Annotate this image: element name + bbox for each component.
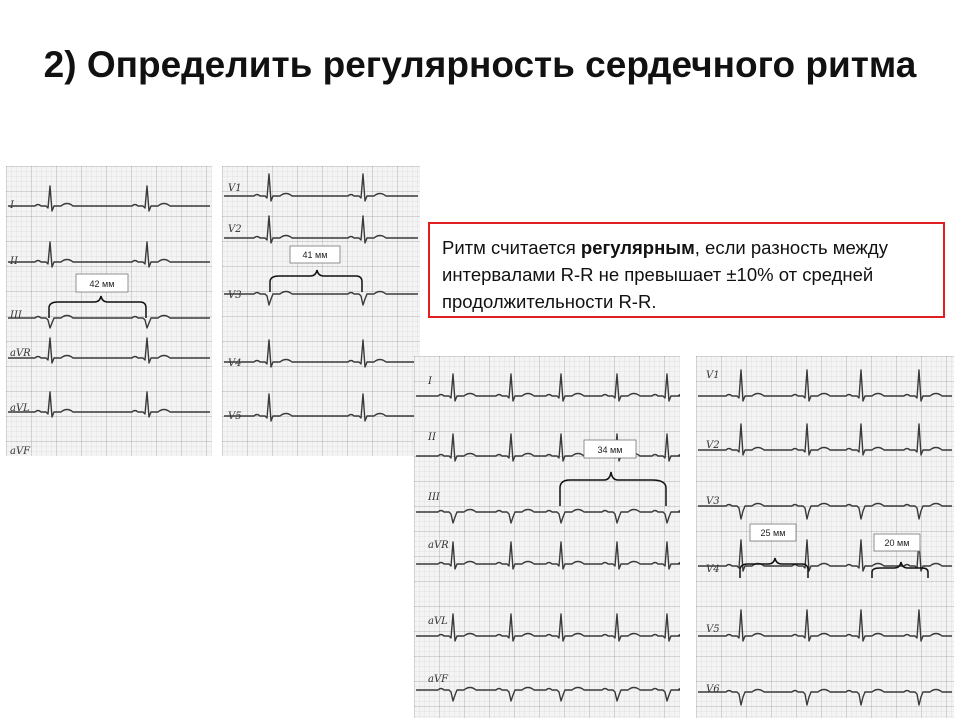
svg-text:34 мм: 34 мм [597,445,623,455]
lead-label: V4 [228,358,242,369]
measurement-label [874,534,920,551]
lead-label: aVL [10,403,30,414]
lead-label: aVL [428,616,448,627]
ecg-trace [8,242,210,267]
ecg-trace [224,216,418,243]
lead-label: II [428,432,436,443]
rr-brace [560,472,666,506]
lead-label: aVR [10,348,31,359]
lead-label: aVF [10,446,31,456]
ecg-traces [224,174,418,421]
title-text: Определить регулярность сердечного ритма [86,44,917,85]
ecg-trace [698,690,952,706]
ecg-trace [416,614,680,641]
lead-label: III [428,492,440,503]
lead-label: V4 [706,564,720,575]
measurement-label [750,524,796,541]
slide-title [40,38,920,92]
ecg-traces [416,374,680,701]
ecg-trace [224,292,418,306]
svg-text:20 мм: 20 мм [884,538,910,548]
lead-label: V2 [228,224,242,235]
callout-text-before: Ритм считается [442,237,581,258]
ecg-trace [8,338,210,363]
ecg-trace [8,316,210,329]
ecg-trace [698,610,952,641]
ecg-panel-bottom-left [414,356,680,718]
title-number: 2) [43,44,77,85]
lead-label: I [428,376,432,387]
lead-label: V3 [706,496,720,507]
measurement-label [584,440,636,458]
lead-label: aVF [428,674,449,685]
ecg-trace [416,510,680,524]
ecg-trace [416,374,680,401]
lead-label: V5 [228,411,242,422]
lead-label: V5 [706,624,720,635]
rr-brace [740,558,808,578]
rr-brace [49,296,146,318]
ecg-trace [8,186,210,211]
ecg-panel-bottom-right [696,356,954,718]
ecg-trace [698,424,952,455]
ecg-trace [224,174,418,201]
callout-text-bold: регулярным [580,237,695,258]
ecg-trace [416,542,680,569]
lead-label: I [10,200,14,211]
svg-text:42 мм: 42 мм [89,279,115,289]
ecg-trace [224,340,418,367]
ecg-trace [698,504,952,520]
ecg-trace [8,392,210,417]
ecg-trace [416,434,680,461]
callout-text-after: , если разность между интервалами R-R не превышает ±10% от средней продолжительности R-R. [442,237,888,312]
lead-label: V3 [228,290,242,301]
ecg-panel-top-left [6,166,212,456]
lead-label: II [10,256,18,267]
svg-text:41 мм: 41 мм [302,250,328,260]
rr-brace [270,270,362,292]
ecg-trace [224,394,418,421]
rhythm-definition-callout [428,222,945,318]
lead-label: V6 [706,684,720,695]
lead-label: V1 [706,370,720,381]
measurement-label [76,274,128,292]
ecg-trace [416,688,680,702]
measurement-label [290,246,340,263]
ecg-panel-top-right [222,166,420,456]
lead-label: III [10,310,22,321]
ecg-trace [698,370,952,401]
lead-label: V2 [706,440,720,451]
lead-label: aVR [428,540,449,551]
lead-label: V1 [228,183,242,194]
svg-text:25 мм: 25 мм [760,528,786,538]
